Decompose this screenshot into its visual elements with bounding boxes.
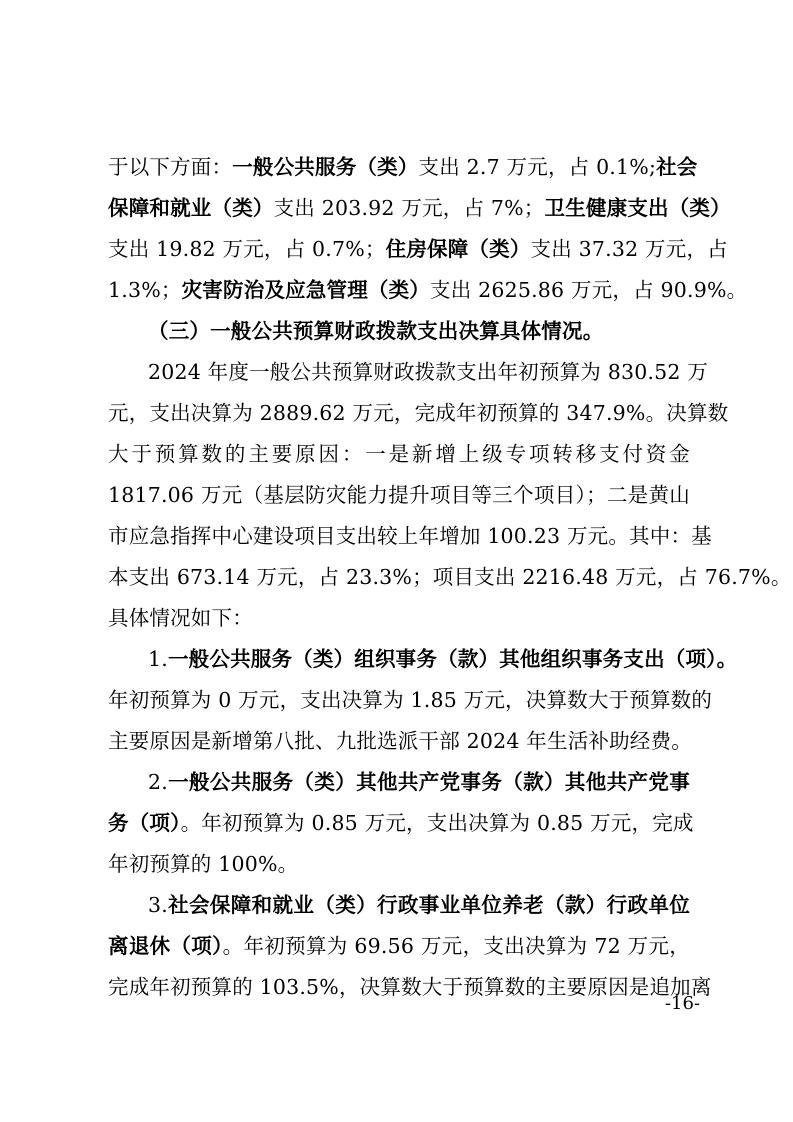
bold-heading-run: 灾害防治及应急管理（类） xyxy=(181,278,430,302)
text-line xyxy=(148,639,738,679)
bold-heading-run: 一般公共服务（类） xyxy=(232,155,419,179)
bold-heading-run: 住房保障（类） xyxy=(385,237,531,261)
text-line xyxy=(108,475,690,515)
text-line xyxy=(108,680,713,720)
text-line xyxy=(108,557,792,597)
text-run: 2024 年度一般公共预算财政拨款支出年初预算为 830.52 万 xyxy=(148,360,709,384)
item-number: 3. xyxy=(148,893,168,917)
text-run: 。年初预算为 0.85 万元，支出决算为 0.85 万元，完成 xyxy=(180,811,694,835)
text-line xyxy=(108,516,712,556)
text-run: 主要原因是新增第八批、九批选派干部 2024 年生活补助经费。 xyxy=(108,729,692,753)
bold-heading-run: 务（项） xyxy=(108,811,181,835)
bold-heading-run: 社会保障和就业（类）行政事业单位养老（款）行政单位 xyxy=(167,893,690,917)
text-run: 大于预算数的主要原因：一是新增上级专项转移支付资金 xyxy=(108,442,690,466)
text-run: 。 xyxy=(716,647,738,671)
page-number: -16- xyxy=(664,993,700,1014)
text-run: 。年初预算为 69.56 万元，支出决算为 72 万元， xyxy=(222,934,691,958)
text-line xyxy=(108,229,728,269)
text-run: 支出 19.82 万元，占 0.7%； xyxy=(108,237,386,261)
text-line xyxy=(148,352,709,392)
text-line xyxy=(108,926,690,966)
text-line xyxy=(148,885,690,925)
text-run: 支出 2.7 万元，占 0.1%; xyxy=(418,155,657,179)
text-run: 完成年初预算的 103.5%，决算数大于预算数的主要原因是追加离 xyxy=(108,975,712,999)
text-line xyxy=(148,762,690,802)
item-number: 1. xyxy=(148,647,168,671)
text-run: 支出 37.32 万元，占 xyxy=(530,237,728,261)
text-run: 于以下方面： xyxy=(108,155,233,179)
bold-heading-run: 一般公共服务（类）其他共产党事务（款）其他共产党事 xyxy=(167,770,690,794)
text-run: 支出 203.92 万元，占 7%； xyxy=(273,196,545,220)
text-line xyxy=(108,844,690,884)
text-run: 本支出 673.14 万元，占 23.3%；项目支出 2216.48 万元，占 76.7%。 xyxy=(108,565,792,589)
text-run: 元，支出决算为 2889.62 万元，完成年初预算的 347.9%。决算数 xyxy=(108,401,729,425)
bold-heading-run: 社会 xyxy=(656,155,698,179)
bold-heading-run: 保障和就业（类） xyxy=(108,196,274,220)
text-run: 年初预算为 0 万元，支出决算为 1.85 万元，决算数大于预算数的 xyxy=(108,688,713,712)
text-line xyxy=(108,803,694,843)
section-heading-text: （三）一般公共预算财政拨款支出决算具体情况。 xyxy=(148,319,604,343)
bold-heading-run: 一般公共服务（类）组织事务（款）其他组织事务支出（项） xyxy=(167,647,717,671)
text-line xyxy=(108,721,690,761)
section-heading xyxy=(148,311,690,351)
bold-heading-run: 卫生健康支出（类） xyxy=(544,196,731,220)
text-run: 具体情况如下： xyxy=(108,606,253,630)
bold-heading-run: 离退休（项） xyxy=(108,934,223,958)
text-run: 支出 2625.86 万元，占 90.9%。 xyxy=(430,278,748,302)
text-run: 1817.06 万元（基层防灾能力提升项目等三个项目）；二是黄山 xyxy=(108,483,690,507)
text-run: 市应急指挥中心建设项目支出较上年增加 100.23 万元。其中：基 xyxy=(108,524,712,548)
item-number: 2. xyxy=(148,770,168,794)
text-line xyxy=(108,188,731,228)
text-line xyxy=(108,598,690,638)
text-line xyxy=(108,434,690,474)
text-line xyxy=(108,270,748,310)
text-line xyxy=(108,393,729,433)
text-line xyxy=(108,147,698,187)
text-run: 1.3%； xyxy=(108,278,182,302)
text-run: 年初预算的 100%。 xyxy=(108,852,299,876)
